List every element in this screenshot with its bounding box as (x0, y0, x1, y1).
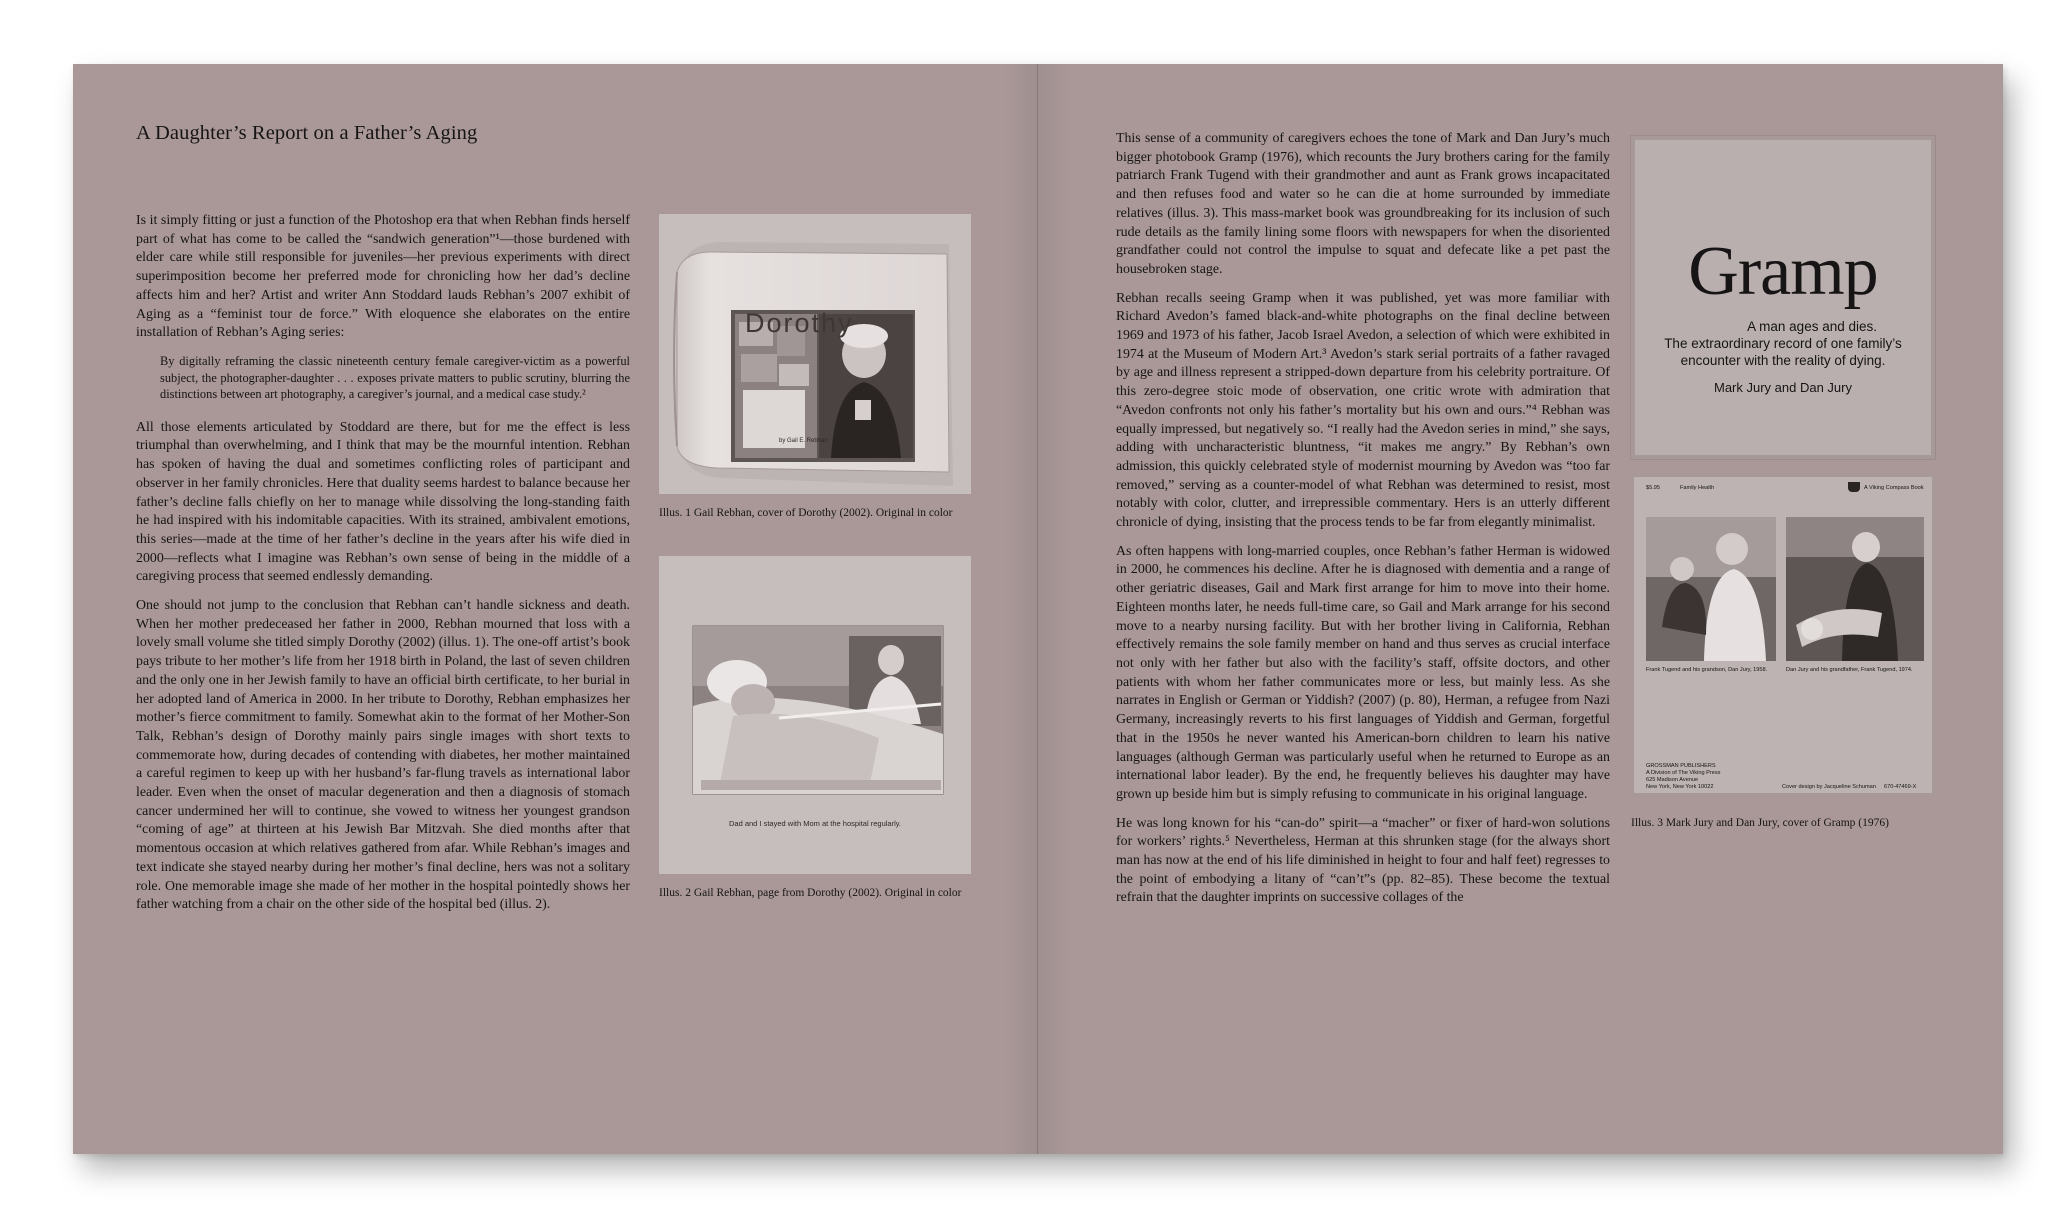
gramp-back-isbn: 670-47469-X (1884, 784, 1917, 790)
publisher-line: A Division of The Viking Press (1646, 770, 1721, 776)
gramp-front-cover (1631, 136, 1935, 459)
gramp-back-price: $5.95 (1646, 485, 1660, 491)
gramp-back-cover (1631, 474, 1935, 796)
book-spread (73, 64, 2003, 1154)
gramp-back-photos (1646, 517, 1924, 663)
gramp-cover-subtitle-line: encounter with the reality of dying. (1680, 353, 1886, 368)
dorothy-book-illustration (659, 214, 971, 494)
gramp-cover-tagline: A man ages and dies. (1747, 319, 1877, 334)
gramp-cover-authors: Mark Jury and Dan Jury (1714, 380, 1852, 395)
gramp-back-design: Cover design by Jacqueline Schuman (1782, 784, 1876, 790)
gramp-back-photo2-caption: Dan Jury and his grandfather, Frank Tugend, 1974. (1786, 667, 1913, 673)
block-quote: By digitally reframing the classic nineteenth century female caregiver-victim as a powerful subject, the photographer-daughter . . . exposes private matters to public scrutiny, blurring the distinctions between art photography, a caregiver’s journal, and a medical case study.² (160, 353, 630, 402)
gramp-cover-subtitle-line: The extraordinary record of one family’s (1664, 336, 1902, 351)
hospital-photo-illustration (659, 556, 971, 874)
gramp-back-tag: Family Health (1680, 485, 1715, 491)
paragraph: All those elements articulated by Stoddard are there, but for me the effect is less triumphal than overwhelming, and I think that may be the mournful intention. Rebhan has spoken of having the dual and sometimes conflicting roles of participant and observer in her family chronicles. Here that duality seems hardest to balance because her father’s decline falls chiefly on her to manage while dissolving the long-standing faith he had inspired with his indomitable capacities. With its strained, ambivalent emotions, this series—made at the time of her father’s decline in the years after his wife died in 2000—reflects what I imagine was Rebhan’s own sense of being in the middle of a caregiving process that seemed endlessly demanding. (136, 419, 630, 585)
publisher-line: GROSSMAN PUBLISHERS (1646, 763, 1716, 769)
dorothy-book-title: Dorothy (745, 308, 854, 338)
gutter-shadow (1003, 64, 1073, 1154)
figure-hospital-page (659, 556, 971, 874)
paragraph: Is it simply fitting or just a function of the Photoshop era that when Rebhan finds herself part of what has come to be called the “sandwich generation”¹—those burdened with elder care while still responsible for juveniles—her previous experiments with direct superimposition become her preferred mode for chronicling how her dad’s decline affects him and her? Artist and writer Ann Stoddard lauds Rebhan’s 2007 exhibit of Aging as a “feminist tour de force.” With eloquence she elaborates on the entire installation of Rebhan’s Aging series: (136, 213, 630, 341)
viking-ship-icon (1848, 482, 1860, 492)
figure-1-caption: Illus. 1 Gail Rebhan, cover of Dorothy (2002). Original in color (659, 507, 953, 519)
gutter-line (1037, 64, 1038, 1154)
figure-3-caption: Illus. 3 Mark Jury and Dan Jury, cover of Gramp (1976) (1631, 817, 1889, 829)
publisher-line: 625 Madison Avenue (1646, 777, 1699, 783)
paragraph: This sense of a community of caregivers echoes the tone of Mark and Dan Jury’s much bigger photobook Gramp (1976), which recounts the Jury brothers caring for the family patriarch Frank Tugend with their grandmother and aunt as Frank grows incapacitated and then refuses food and water so he can die at home surrounded by immediate relatives (illus. 3). This mass-market book was groundbreaking for its inclusion of such rude details as the family lining some floors with newspapers for when the disoriented grandfather could not control the impulse to squat and defecate like a pet past the housebroken stage. (1116, 131, 1610, 277)
paragraph: As often happens with long-married couples, once Rebhan’s father Herman is widowed in 2000, he commences his decline. After he is diagnosed with dementia and a range of other geriatric diseases, Gail and Mark first arrange for him to move into their home. Eighteen months later, he needs full-time care, so Gail and Mark arrange for his second move to a nearby nursing facility. But with her brother living in California, Rebhan effectively remains the sole family member on hand and thus serves as crucial interface not only with her father but also with the facility’s staff, offsite doctors, and other patients with whom her father communicates more or less, but mainly less. As she narrates in English or German or Yiddish? (2007) (p. 80), Herman, a refugee from Nazi Germany, increasingly reverts to his first languages of Yiddish and German, forgetful that in the 1950s he never wanted his American-born children to learn his native languages (although German was particularly useful when he returned to Europe as an international labor leader). By the end, he frequently believes his daughter may have grown up beside him but is simply refusing to communicate in his original language. (1116, 543, 1610, 802)
figure-2-caption: Illus. 2 Gail Rebhan, page from Dorothy (2002). Original in color (659, 887, 962, 899)
gramp-back-publisher (1646, 763, 1766, 791)
dorothy-book-author: by Gail E. Rebhan (779, 438, 828, 444)
figure-dorothy-cover (659, 214, 971, 494)
chapter-heading: A Daughter’s Report on a Father’s Aging (136, 122, 478, 144)
right-text-column (1116, 130, 1610, 918)
paragraph: He was long known for his “can-do” spirit—a “macher” or fixer of hard-won solutions for workers’ rights.⁵ Nevertheless, Herman at this shrunken stage (for the always short man has now at the end of his life diminished in height to four and half feet) regresses to the point of embodying a litany of “can’t”s (pp. 82–85). These become the textual refrain that the daughter imprints on successive collages of the (1116, 815, 1610, 906)
gramp-back-photo1-caption: Frank Tugend and his grandson, Dan Jury, 1958. (1646, 667, 1768, 673)
gramp-cover-title: Gramp (1688, 233, 1878, 310)
gramp-cover-subtitle (1635, 318, 1931, 369)
publisher-line: New York, New York 10022 (1646, 784, 1714, 790)
hospital-photo-text: Dad and I stayed with Mom at the hospital regularly. (728, 819, 902, 828)
gramp-back-brand: A Viking Compass Book (1864, 485, 1924, 491)
paragraph: Rebhan recalls seeing Gramp when it was published, yet was more familiar with Richard Avedon’s famed black-and-white photographs on the final decline between 1969 and 1973 of his father, Jacob Israel Avedon, a selection of which were exhibited in 1974 at the Museum of Modern Art.³ Avedon’s stark serial portraits of a father ravaged by age and illness represent a stripped-down departure from his celebrity portraiture. Of this zero-degree stoic mode of observation, one critic wrote with admiration that “Avedon confronts not only his father’s mortality but his own and ours.”⁴ Rebhan was equally impressed, but negatively so. “I really had the Avedon series in mind,” she says, adding with uncharacteristic bluntness, “it makes me angry.” By Rebhan’s own admission, this quickly celebrated style of modernist mourning by Avedon was “too far removed,” serving as a counter-model of what Rebhan was determined to resist, most notably with color, clutter, and irrepressible commentary. Hers is an utterly different chronicle of dying, insisting that the process tends to be far from elegantly minimalist. (1116, 290, 1610, 531)
paragraph: One should not jump to the conclusion that Rebhan can’t handle sickness and death. When her mother predeceased her father in 2000, Rebhan mourned that loss with a lovely small volume she titled simply Dorothy (2002) (illus. 1). The one-off artist’s book pays tribute to her mother’s life from her 1918 birth in Poland, the last of seven children and the only one in her Jewish family to have an official birth certificate, to her burial in her adopted land of America in 2000. In her tribute to Dorothy, Rebhan emphasizes her mother’s fierce commitment to family. Somewhat akin to the format of her Mother-Son Talk, Rebhan’s design of Dorothy mainly pairs single images with short texts to commemorate how, during decades of contending with diabetes, her mother maintained a careful regimen to keep up with her husband’s far-flung travels as international labor leader. Even when the onset of macular degeneration and then a diagnosis of stomach cancer undermined her will to continue, she vowed to witness her youngest grandson “coming of age” at thirteen at his Jewish Bar Mitzvah. She died months after that momentous occasion at which relatives gathered from afar. While Rebhan’s images and text indicate she stayed nearby during her mother’s final decline, hers was not a solitary role. One memorable image she made of her mother in the hospital pointedly shows her father watching from a chair on the other side of the hospital bed (illus. 2). (136, 598, 630, 913)
left-text-column (136, 212, 630, 925)
